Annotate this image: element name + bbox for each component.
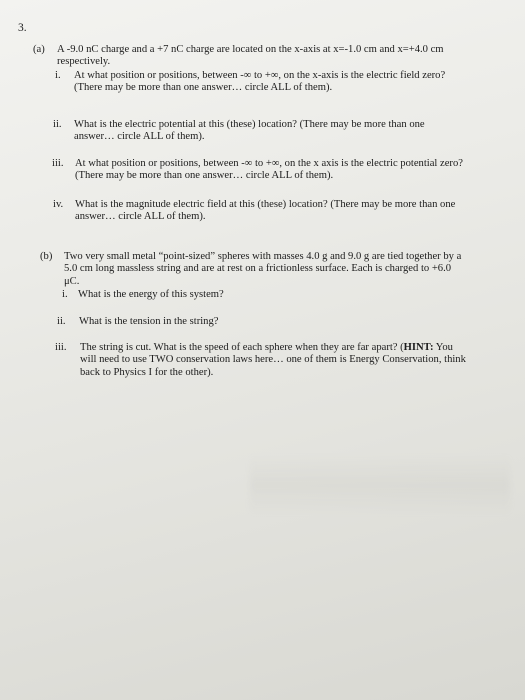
bleed-through-shadow [250, 455, 510, 515]
part-b-q2-line-1: What is the tension in the string? [79, 316, 219, 327]
part-b-intro [64, 251, 461, 288]
part-b-line-2: 5.0 cm long massless string and are at rest on a frictionless surface. Each is charged to +6.0 [64, 263, 452, 275]
part-a-q3-marker: iii. [52, 158, 64, 169]
part-a-q4 [75, 199, 455, 224]
part-b-label: (b) [40, 251, 53, 262]
part-a-q2-marker: ii. [53, 119, 62, 130]
part-a-q4-marker: iv. [53, 199, 64, 210]
part-a-q3 [75, 158, 463, 183]
part-b-q2 [79, 316, 218, 328]
part-a-q3-line-2: (There may be more than one answer… circle ALL of them). [75, 170, 334, 182]
part-b-q3-line-2: will need to use TWO conservation laws here… one of them is Energy Conservation, think [80, 354, 466, 366]
part-b-q3-line-1 [80, 342, 466, 354]
part-a-q2-line-1: What is the electric potential at this (these) location? (There may be more than one [74, 119, 425, 130]
part-a-q1 [74, 70, 445, 95]
part-b-line-1: Two very small metal “point-sized” spheres with masses 4.0 g and 9.0 g are tied together by a [64, 251, 462, 262]
part-b-q3 [80, 342, 466, 379]
part-a-intro [57, 44, 444, 69]
part-a-q1-line-1: At what position or positions, between -∞ to +∞, on the x-axis is the electric field zero? [74, 70, 446, 81]
part-a-q3-line-1: At what position or positions, between -∞ to +∞, on the x axis is the electric potential zero? [75, 158, 463, 169]
part-b-q1 [78, 289, 224, 301]
part-a-label: (a) [33, 44, 45, 55]
part-a-q2 [74, 119, 425, 144]
part-b-q3-line-1-pre: The string is cut. What is the speed of each sphere when they are far apart? ( [80, 342, 404, 353]
part-a-q4-line-2: answer… circle ALL of them). [75, 211, 206, 223]
part-b-q2-marker: ii. [57, 316, 66, 327]
part-a-line-1: A -9.0 nC charge and a +7 nC charge are located on the x-axis at x=-1.0 cm and x=+4.0 cm [57, 44, 444, 55]
part-a-q1-marker: i. [55, 70, 61, 81]
part-b-q3-line-1-post: You [433, 342, 453, 353]
part-b-q1-line-1: What is the energy of this system? [78, 289, 224, 300]
problem-number: 3. [18, 22, 27, 34]
part-b-q1-marker: i. [62, 289, 68, 300]
hint-label: HINT: [403, 342, 434, 353]
part-a-q1-line-2: (There may be more than one answer… circle ALL of them). [74, 82, 333, 94]
part-b-q3-line-3: back to Physics I for the other). [80, 366, 214, 378]
part-a-q2-line-2: answer… circle ALL of them). [74, 131, 205, 143]
part-b-line-3: μC. [64, 275, 80, 287]
part-a-q4-line-1: What is the magnitude electric field at this (these) location? (There may be more than one [75, 199, 456, 210]
part-b-q3-marker: iii. [55, 342, 67, 353]
part-a-line-2: respectively. [57, 56, 111, 68]
